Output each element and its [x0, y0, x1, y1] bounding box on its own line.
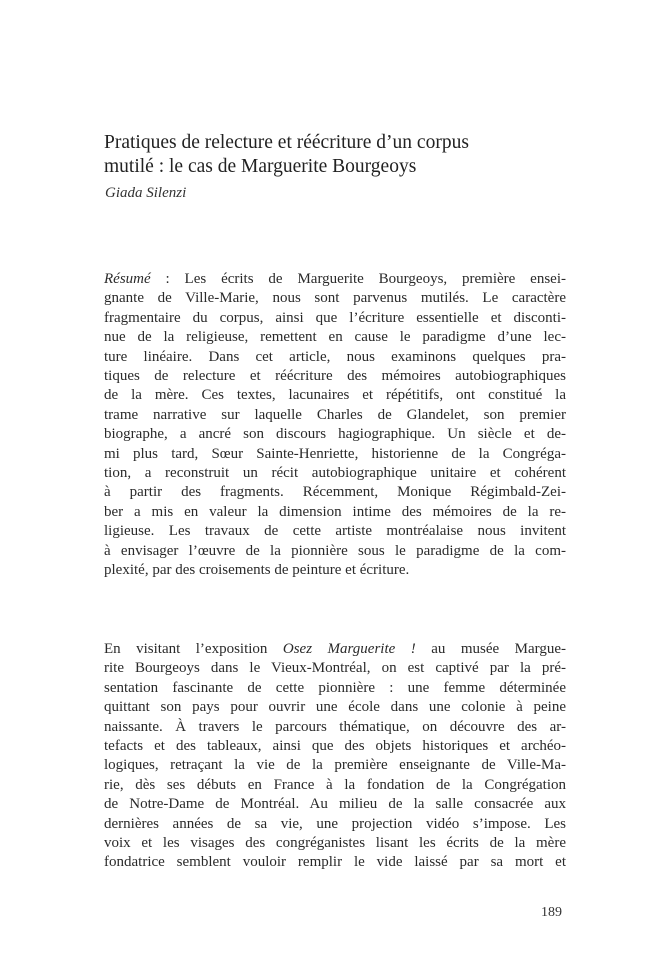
abstract-line: nue de la religieuse, remettent en cause le paradigme d’une lec-: [104, 329, 566, 346]
abstract-line: plexité, par des croisements de peinture et écriture.: [104, 562, 410, 579]
body-line: voix et les visages des congréganistes lisant les écrits de la mère: [104, 835, 566, 852]
body-text: En visitant l’exposition: [104, 641, 283, 657]
body-line: tefacts et des tableaux, ainsi que des objets historiques et archéo-: [104, 738, 566, 755]
abstract-line: gnante de Ville-Marie, nous sont parvenus mutilés. Le caractère: [104, 290, 566, 307]
body-line: logiques, retraçant la vie de la première enseignante de Ville-Ma-: [104, 757, 566, 774]
body-line: rite Bourgeoys dans le Vieux-Montréal, on est captivé par la pré-: [104, 660, 566, 677]
body-text: au musée Margue-: [415, 641, 566, 657]
article-title: [104, 131, 574, 179]
abstract-line: ture linéaire. Dans cet article, nous examinons quelques pra-: [104, 348, 566, 365]
abstract-line: tiques de relecture et réécriture des mémoires autobiographiques: [104, 368, 566, 385]
abstract-line: de la mère. Ces textes, lacunaires et répétitifs, ont constitué la: [104, 387, 566, 404]
body-line: rie, dès ses débuts en France à la fondation de la Congrégation: [104, 776, 566, 793]
abstract: [104, 270, 566, 581]
abstract-line: tion, a reconstruit un récit autobiographique unitaire et cohérent: [104, 465, 566, 482]
body-line: quittant son pays pour ouvrir une école dans une colonie à peine: [104, 699, 566, 716]
body-line: sentation fascinante de cette pionnière : une femme déterminée: [104, 679, 566, 696]
body-line: naissante. À travers le parcours thématique, on découvre des ar-: [104, 718, 566, 735]
abstract-line: biographe, a ancré son discours hagiographique. Un siècle et de-: [104, 426, 566, 443]
body-paragraph: [104, 640, 566, 873]
abstract-text: : Les écrits de Marguerite Bourgeoys, première ensei-: [150, 271, 566, 287]
abstract-line: ligieuse. Les travaux de cette artiste montréalaise nous invitent: [104, 523, 566, 540]
abstract-line: à partir des fragments. Récemment, Monique Régimbald-Zei-: [104, 484, 566, 501]
body-line: dernières années de sa vie, une projection vidéo s’impose. Les: [104, 815, 566, 832]
body-line: de Notre-Dame de Montréal. Au milieu de la salle consacrée aux: [104, 796, 566, 813]
body-line: fondatrice semblent vouloir remplir le vide laissé par sa mort et: [104, 854, 566, 871]
author-name: Giada Silenzi: [105, 185, 187, 201]
abstract-line: [104, 270, 566, 289]
title-line: Pratiques de relecture et réécriture d’un corpus: [104, 132, 469, 153]
body-line: [104, 640, 566, 659]
abstract-line: à envisager l’œuvre de la pionnière sous le paradigme de la com-: [104, 542, 566, 559]
abstract-line: fragmentaire du corpus, ainsi que l’écriture essentielle et disconti-: [104, 309, 566, 326]
abstract-line: ber a mis en valeur la dimension intime des mémoires de la re-: [104, 503, 566, 520]
abstract-line: mi plus tard, Sœur Sainte-Henriette, historienne de la Congréga-: [104, 445, 566, 462]
title-line: mutilé : le cas de Marguerite Bourgeoys: [104, 156, 417, 177]
abstract-line: trame narrative sur laquelle Charles de Glandelet, son premier: [104, 406, 566, 423]
page-number: 189: [541, 905, 562, 920]
exhibition-title: Osez Marguerite !: [282, 641, 416, 657]
abstract-label: Résumé: [104, 271, 151, 287]
